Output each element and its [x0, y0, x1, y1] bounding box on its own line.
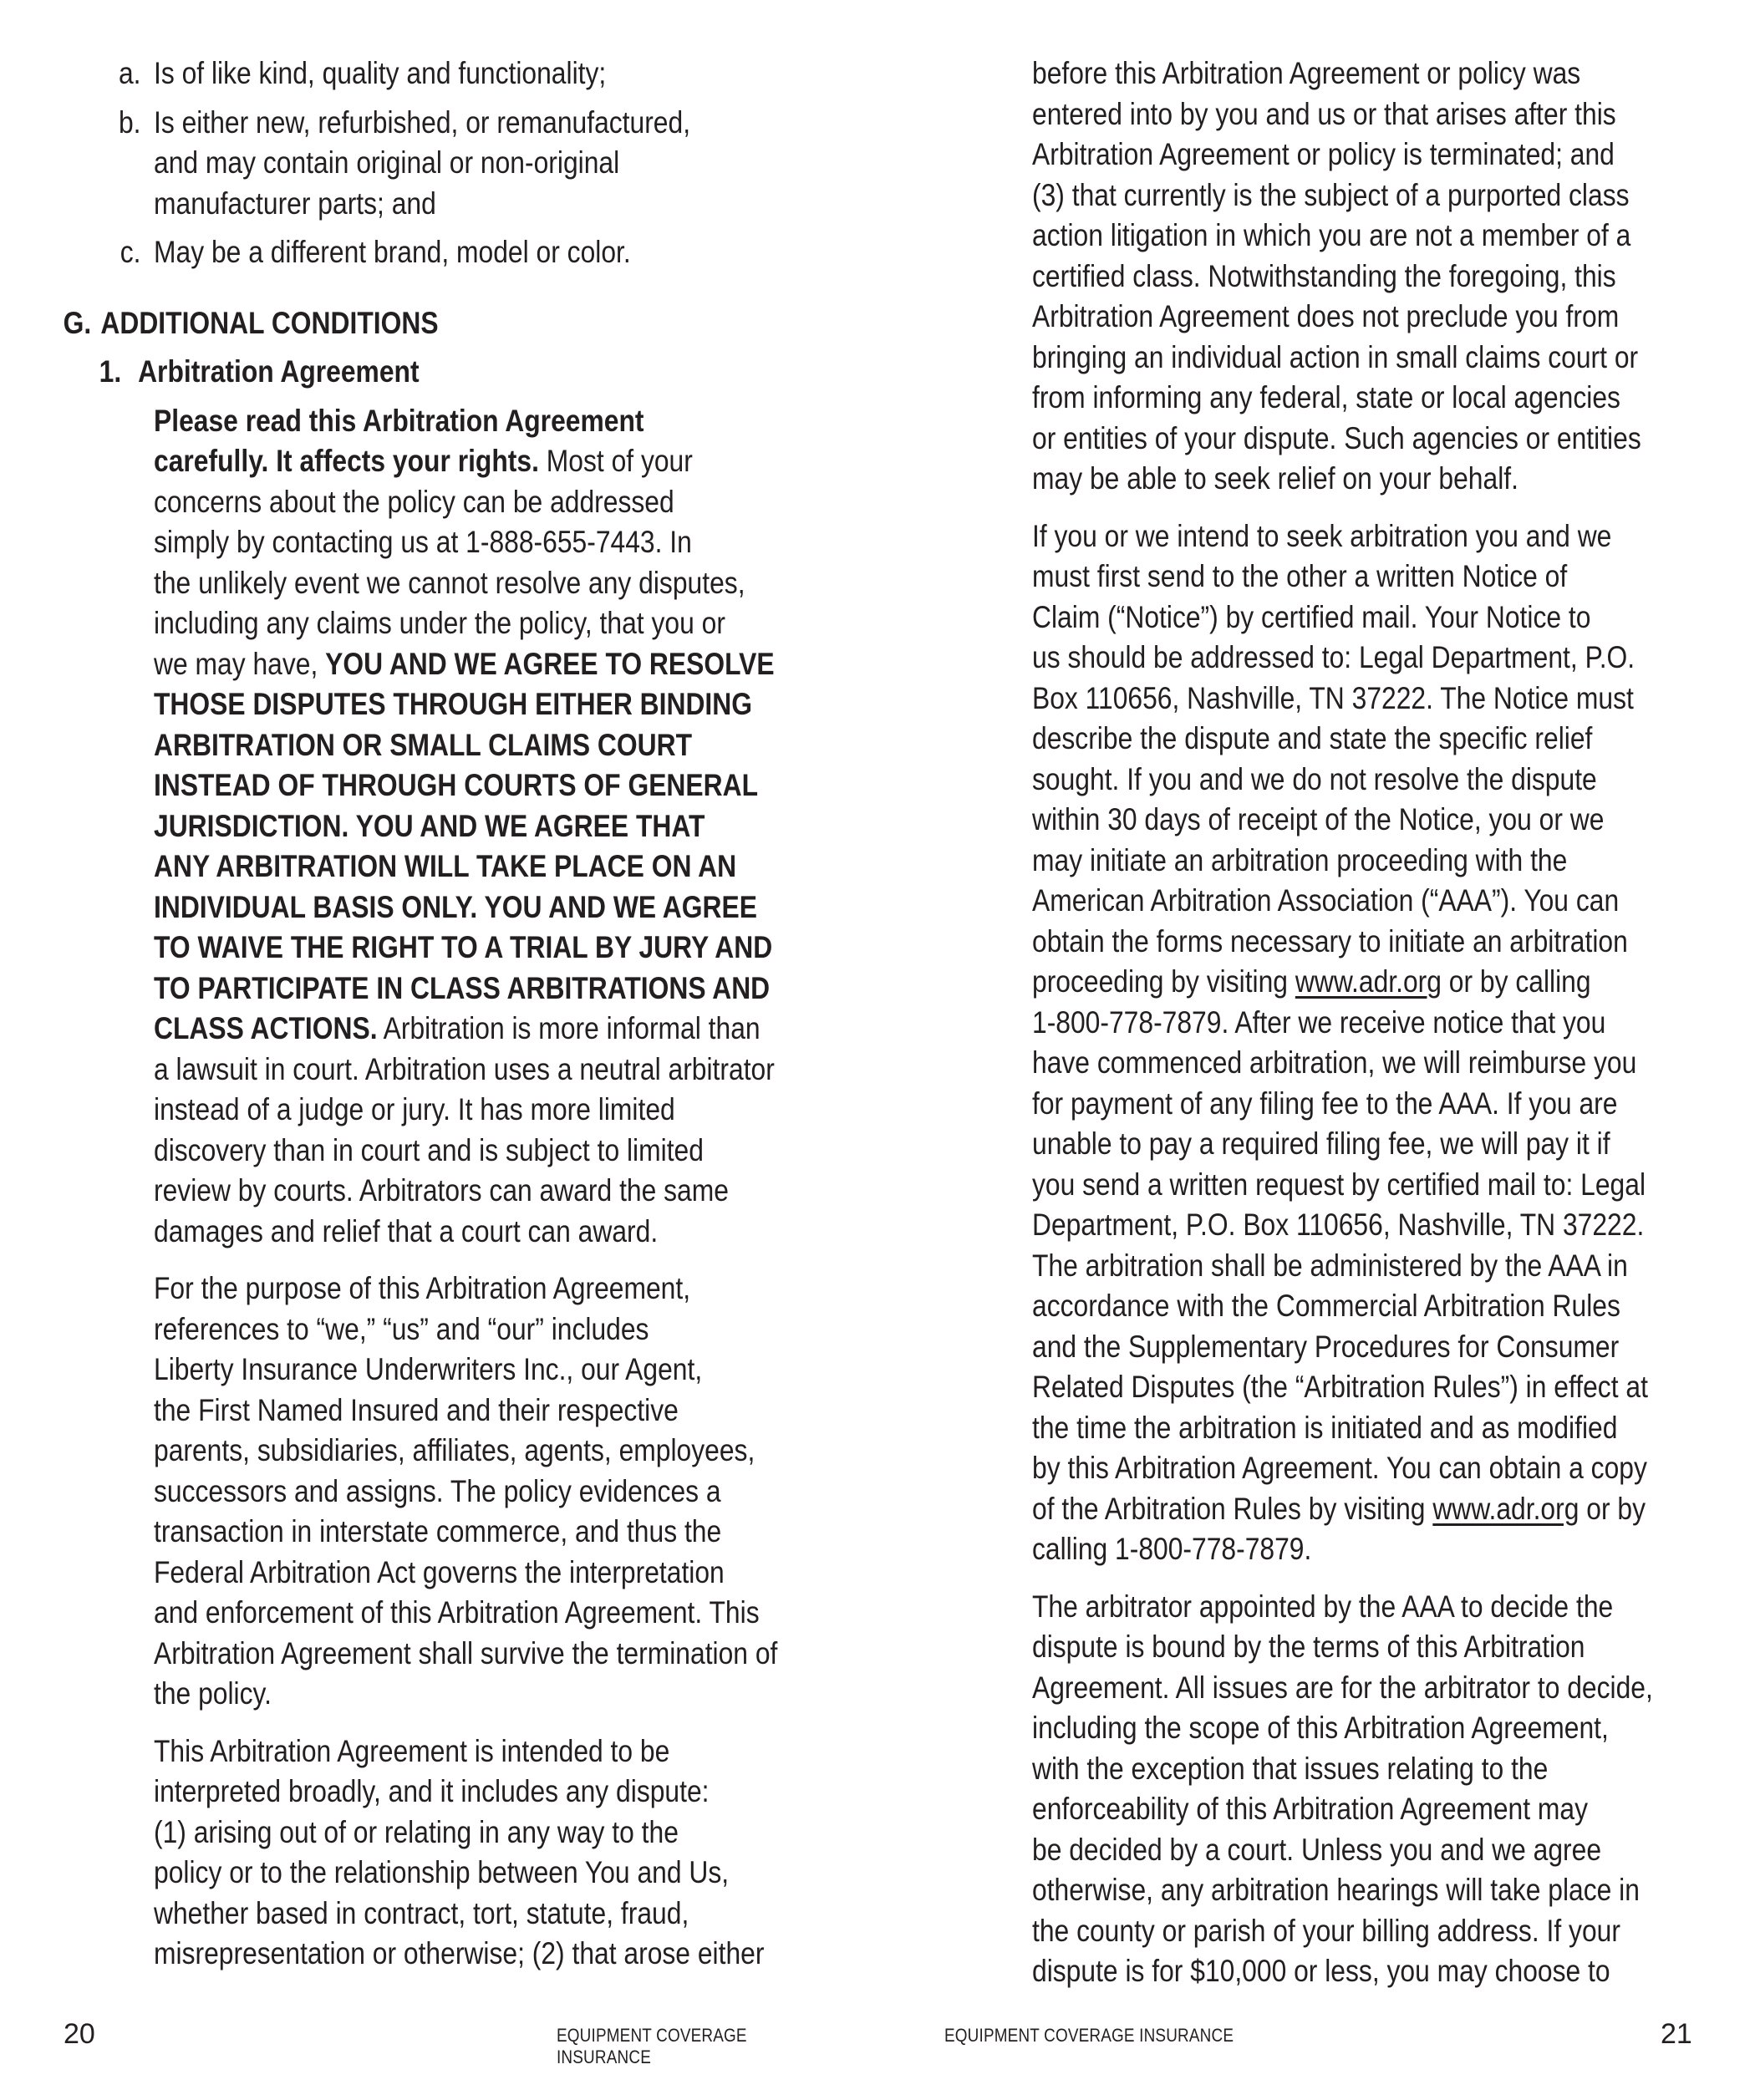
text-line: damages and relief that a court can award.	[154, 1213, 659, 1248]
text-line: concerns about the policy can be addressed	[154, 484, 674, 519]
text-line: us should be addressed to: Legal Department, P.O.	[1032, 640, 1635, 674]
text-line: simply by contacting us at 1-888-655-7443. In	[154, 525, 692, 559]
text: or by calling	[1441, 964, 1591, 999]
text-line: by this Arbitration Agreement. You can obtain a copy	[1032, 1451, 1647, 1485]
text-line: Related Disputes (the “Arbitration Rules”) in effect at	[1032, 1370, 1648, 1404]
text-line: (3) that currently is the subject of a purported class	[1032, 177, 1630, 212]
text-line: references to “we,” “us” and “our” includes	[154, 1311, 649, 1346]
text-line: Arbitration Agreement does not preclude you from	[1032, 299, 1620, 333]
text-line: For the purpose of this Arbitration Agreement,	[154, 1271, 691, 1305]
text-line: may be able to seek relief on your behalf.	[1032, 461, 1518, 496]
footer-title: EQUIPMENT COVERAGE INSURANCE	[944, 2025, 1234, 2046]
list-marker: a.	[118, 56, 141, 90]
text-line: transaction in interstate commerce, and thus the	[154, 1514, 722, 1548]
text-line: Agreement. All issues are for the arbitrator to decide,	[1032, 1670, 1653, 1705]
bold-text: YOU AND WE AGREE TO RESOLVE	[325, 646, 775, 681]
footer-title: EQUIPMENT COVERAGE INSURANCE	[557, 2025, 747, 2067]
section-heading	[64, 303, 872, 344]
text-line: may initiate an arbitration proceeding with the	[1032, 842, 1568, 877]
text-line: from informing any federal, state or local agencies	[1032, 380, 1620, 414]
text-line: before this Arbitration Agreement or policy was	[1032, 56, 1581, 90]
text-line: This Arbitration Agreement is intended to be	[154, 1733, 670, 1768]
list-text: and may contain original or non-original	[154, 145, 620, 180]
text-line: be decided by a court. Unless you and we agree	[1032, 1832, 1602, 1867]
caps-line: INDIVIDUAL BASIS ONLY. YOU AND WE AGREE	[154, 889, 757, 924]
text-line: the county or parish of your billing address. If your	[1032, 1913, 1620, 1948]
page-number: 21	[1661, 2018, 1692, 2050]
adr-link[interactable]: www.adr.org	[1432, 1491, 1580, 1526]
bold-text: carefully. It affects your rights.	[154, 444, 539, 478]
text-line: or entities of your dispute. Such agencies or entities	[1032, 420, 1641, 455]
subsection-title: Arbitration Agreement	[138, 354, 420, 389]
caps-line: THOSE DISPUTES THROUGH EITHER BINDING	[154, 687, 753, 721]
text: Arbitration is more informal than	[377, 1011, 760, 1045]
right-page	[878, 0, 1755, 2100]
text-line: Box 110656, Nashville, TN 37222. The Notice must	[1032, 680, 1634, 715]
text-line: you send a written request by certified mail to: Legal	[1032, 1167, 1646, 1202]
text-line: describe the dispute and state the specific relief	[1032, 721, 1593, 755]
subsection-number: 1.	[99, 354, 122, 389]
paragraph	[154, 1269, 872, 1715]
list-text: Is either new, refurbished, or remanufactured,	[154, 104, 691, 140]
text-line: enforceability of this Arbitration Agreement may	[1032, 1792, 1589, 1826]
text: Most of your	[538, 444, 693, 478]
list-item-b	[118, 103, 872, 225]
text-line: the unlikely event we cannot resolve any disputes,	[154, 565, 745, 600]
paragraph	[1032, 1587, 1755, 1992]
text-line: instead of a judge or jury. It has more limited	[154, 1092, 675, 1126]
text-line: Federal Arbitration Act governs the interpretation	[154, 1554, 725, 1589]
text: we may have,	[154, 646, 326, 681]
list-item-c	[120, 232, 872, 273]
caps-line: ARBITRATION OR SMALL CLAIMS COURT	[154, 727, 693, 762]
right-column	[1032, 53, 1755, 1992]
text-line: dispute is bound by the terms of this Arbitration	[1032, 1630, 1585, 1664]
text-line: with the exception that issues relating to the	[1032, 1751, 1549, 1786]
text-line: for payment of any filing fee to the AAA. If you are	[1032, 1086, 1618, 1121]
text-line: within 30 days of receipt of the Notice, you or we	[1032, 802, 1605, 836]
paragraph	[154, 401, 872, 1253]
text-line: including the scope of this Arbitration Agreement,	[1032, 1711, 1609, 1745]
text-line: American Arbitration Association (“AAA”). You can	[1032, 883, 1620, 918]
text-line: otherwise, any arbitration hearings will take place in	[1032, 1873, 1640, 1907]
text-line: If you or we intend to seek arbitration you and we	[1032, 518, 1612, 553]
text-line: policy or to the relationship between You and Us,	[154, 1855, 730, 1889]
text-line: (1) arising out of or relating in any way to the	[154, 1814, 679, 1849]
text-line: 1-800-778-7879. After we receive notice that you	[1032, 1004, 1606, 1040]
list-marker: b.	[118, 104, 141, 140]
text: of the Arbitration Rules by visiting	[1032, 1491, 1433, 1526]
caps-line: TO WAIVE THE RIGHT TO A TRIAL BY JURY AND	[154, 930, 773, 964]
text-line: must first send to the other a written Notice of	[1032, 559, 1568, 593]
text-line: discovery than in court and is subject to limited	[154, 1132, 704, 1167]
text-line: the time the arbitration is initiated and as modified	[1032, 1410, 1618, 1445]
subsection-heading	[99, 352, 872, 393]
bold-text: Please read this Arbitration Agreement	[154, 403, 644, 438]
text-line: Arbitration Agreement or policy is terminated; and	[1032, 137, 1615, 171]
text-line: unable to pay a required filing fee, we will pay it if	[1032, 1126, 1610, 1161]
text-line: The arbitration shall be administered by the AAA in	[1032, 1248, 1628, 1283]
caps-line: TO PARTICIPATE IN CLASS ARBITRATIONS AND	[154, 970, 771, 1005]
text-line: entered into by you and us or that arises after this	[1032, 96, 1616, 131]
text-line: accordance with the Commercial Arbitration Rules	[1032, 1289, 1620, 1323]
text-line: Liberty Insurance Underwriters Inc., our Agent,	[154, 1352, 703, 1386]
text-line: Department, P.O. Box 110656, Nashville, TN 37222.	[1032, 1208, 1645, 1242]
text-line: sought. If you and we do not resolve the dispute	[1032, 761, 1597, 796]
text-line: parents, subsidiaries, affiliates, agents, employees,	[154, 1433, 755, 1467]
text-line: obtain the forms necessary to initiate an arbitration	[1032, 923, 1628, 958]
text-line: successors and assigns. The policy evidences a	[154, 1473, 721, 1508]
caps-line: JURISDICTION. YOU AND WE AGREE THAT	[154, 808, 705, 843]
text-line: the policy.	[154, 1676, 272, 1711]
text-line: dispute is for $10,000 or less, you may choose to	[1032, 1954, 1610, 1988]
text-line: and enforcement of this Arbitration Agreement. This	[154, 1595, 760, 1630]
adr-link[interactable]: www.adr.org	[1295, 964, 1442, 999]
left-column	[63, 53, 872, 1975]
text-line: review by courts. Arbitrators can award the same	[154, 1173, 729, 1208]
text-line: whether based in contract, tort, statute, fraud,	[154, 1895, 689, 1930]
list-item-a	[118, 53, 872, 94]
caps-line: INSTEAD OF THROUGH COURTS OF GENERAL	[154, 768, 759, 802]
text-line: including any claims under the policy, that you or	[154, 606, 725, 640]
caps-line: ANY ARBITRATION WILL TAKE PLACE ON AN	[154, 849, 737, 883]
text-line: The arbitrator appointed by the AAA to decide the	[1032, 1589, 1614, 1624]
text-line: interpreted broadly, and it includes any dispute:	[154, 1774, 710, 1808]
text-line: bringing an individual action in small claims court or	[1032, 339, 1639, 374]
page-number: 20	[64, 2018, 95, 2050]
list-text: manufacturer parts; and	[154, 186, 436, 221]
paragraph	[1032, 53, 1755, 500]
text-line: and the Supplementary Procedures for Consumer	[1032, 1329, 1620, 1364]
text: proceeding by visiting	[1032, 964, 1295, 999]
text-line: have commenced arbitration, we will reimburse you	[1032, 1045, 1637, 1080]
list-text: May be a different brand, model or color.	[154, 235, 631, 269]
bold-text: CLASS ACTIONS.	[154, 1011, 378, 1045]
list-text: Is of like kind, quality and functionality;	[154, 56, 607, 90]
list-marker: c.	[120, 235, 141, 269]
text-line: Claim (“Notice”) by certified mail. Your Notice to	[1032, 599, 1591, 634]
text-line: certified class. Notwithstanding the foregoing, this	[1032, 258, 1616, 293]
text-line: misrepresentation or otherwise; (2) that arose either	[154, 1936, 765, 1970]
section-title: ADDITIONAL CONDITIONS	[100, 305, 439, 340]
text-line: a lawsuit in court. Arbitration uses a neutral arbitrator	[154, 1051, 775, 1086]
text-line: Arbitration Agreement shall survive the termination of	[154, 1635, 778, 1670]
text-line: action litigation in which you are not a member of a	[1032, 218, 1631, 252]
paragraph	[1032, 516, 1755, 1570]
section-number: G.	[63, 305, 92, 340]
text: or by	[1579, 1491, 1646, 1526]
text-line: calling 1-800-778-7879.	[1032, 1532, 1312, 1566]
paragraph	[154, 1731, 872, 1975]
text-line: the First Named Insured and their respective	[154, 1392, 679, 1427]
